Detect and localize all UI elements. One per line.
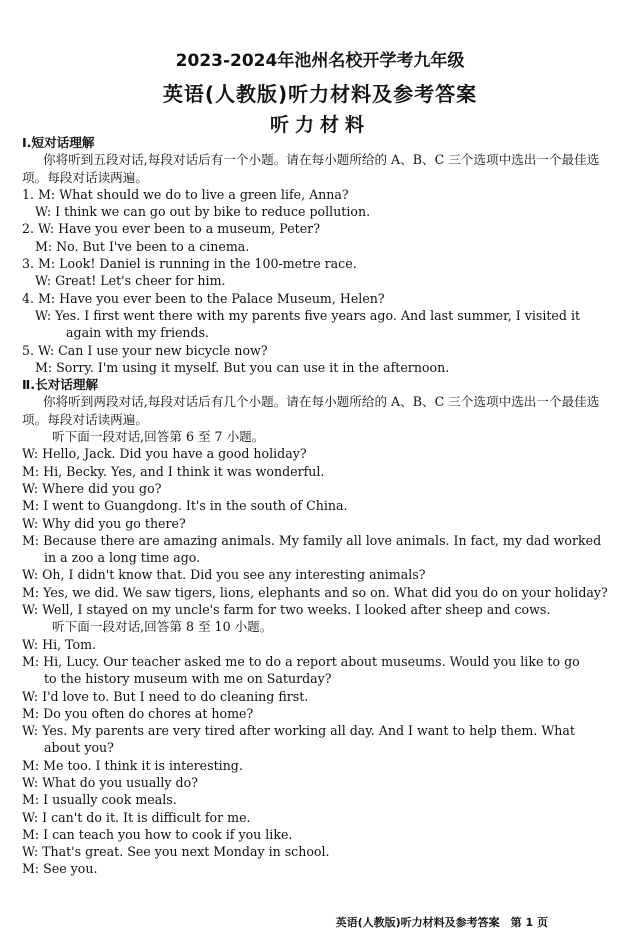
dialogue-line: W: Why did you go there?	[22, 515, 186, 531]
dialogue-line: M: Hi, Becky. Yes, and I think it was wonderful.	[22, 463, 325, 479]
dialogue-line: to the history museum with me on Saturday?	[44, 671, 332, 687]
dialogue-line: again with my friends.	[66, 325, 210, 341]
dialogue-line: W: That's great. See you next Monday in school.	[22, 844, 330, 860]
dialogue-line: W: Hello, Jack. Did you have a good holiday?	[22, 446, 307, 462]
dialogue-line: M: Because there are amazing animals. My family all love animals. In fact, my dad worked	[22, 532, 602, 548]
exam-title: 2023-2024年池州名校开学考九年级	[175, 51, 465, 71]
dialogue-intro: 听下面一段对话,回答第 8 至 10 小题。	[52, 619, 273, 635]
dialogue-line: M: I usually cook meals.	[22, 792, 177, 808]
section1-instructions: 你将听到五段对话,每段对话后有一个小题。请在每小题所给的 A、B、C 三个选项中选出一个最佳选项。每段对话读两遍。	[22, 152, 600, 185]
dialogue-line: W: Oh, I didn't know that. Did you see any interesting animals?	[22, 567, 426, 583]
dialogue-line: W: Where did you go?	[22, 480, 162, 496]
dialogue-line: M: Do you often do chores at home?	[22, 705, 254, 721]
dialogue-line: W: Yes. My parents are very tired after working all day. And I want to help them. What	[22, 723, 575, 739]
dialogue-line: W: What do you usually do?	[22, 774, 198, 790]
dialogue-line: 1. M: What should we do to live a green life, Anna?	[22, 186, 349, 202]
dialogue-line: in a zoo a long time ago.	[44, 550, 201, 566]
dialogue-line: M: No. But I've been to a cinema.	[35, 238, 250, 254]
dialogue-line: W: I'd love to. But I need to do cleaning first.	[22, 688, 309, 704]
dialogue-line: M: Me too. I think it is interesting.	[22, 757, 243, 773]
dialogue-line: W: Well, I stayed on my uncle's farm for two weeks. I looked after sheep and cows.	[22, 602, 551, 618]
dialogue-line: 3. M: Look! Daniel is running in the 100-metre race.	[22, 256, 357, 272]
dialogue-intro: 听下面一段对话,回答第 6 至 7 小题。	[52, 429, 265, 445]
dialogue-line: M: Sorry. I'm using it myself. But you can use it in the afternoon.	[35, 359, 450, 375]
page-footer: 英语(人教版)听力材料及参考答案 第 1 页	[335, 916, 548, 929]
dialogue-line: 2. W: Have you ever been to a museum, Peter?	[22, 221, 320, 237]
section2-instructions: 你将听到两段对话,每段对话后有几个小题。请在每小题所给的 A、B、C 三个选项中选出一个最佳选项。每段对话读两遍。	[22, 394, 600, 427]
dialogue-line: 5. W: Can I use your new bicycle now?	[22, 342, 268, 358]
section2-heading: Ⅱ.长对话理解	[22, 377, 99, 393]
section-title: 听力材料	[269, 114, 370, 136]
dialogue-line: W: Yes. I first went there with my parents five years ago. And last summer, I visited it	[35, 307, 581, 323]
dialogue-line: M: I can teach you how to cook if you like.	[22, 826, 293, 842]
dialogue-line: M: Hi, Lucy. Our teacher asked me to do a report about museums. Would you like to go	[22, 653, 580, 669]
dialogue-line: W: Hi, Tom.	[22, 636, 97, 652]
dialogue-line: W: Great! Let's cheer for him.	[35, 273, 226, 289]
dialogue-line: W: I think we can go out by bike to reduce pollution.	[35, 204, 371, 220]
section1-heading: Ⅰ.短对话理解	[22, 135, 95, 150]
document-subtitle: 英语(人教版)听力材料及参考答案	[162, 82, 478, 106]
dialogue-line: 4. M: Have you ever been to the Palace Museum, Helen?	[22, 290, 385, 306]
document-body	[22, 134, 622, 878]
dialogue-line: M: Yes, we did. We saw tigers, lions, elephants and so on. What did you do on your holiday?	[22, 584, 608, 600]
dialogue-line: W: I can't do it. It is difficult for me.	[22, 809, 251, 825]
dialogue-line: about you?	[44, 740, 114, 756]
dialogue-line: M: See you.	[22, 861, 98, 877]
dialogue-line: M: I went to Guangdong. It's in the south of China.	[22, 498, 348, 514]
